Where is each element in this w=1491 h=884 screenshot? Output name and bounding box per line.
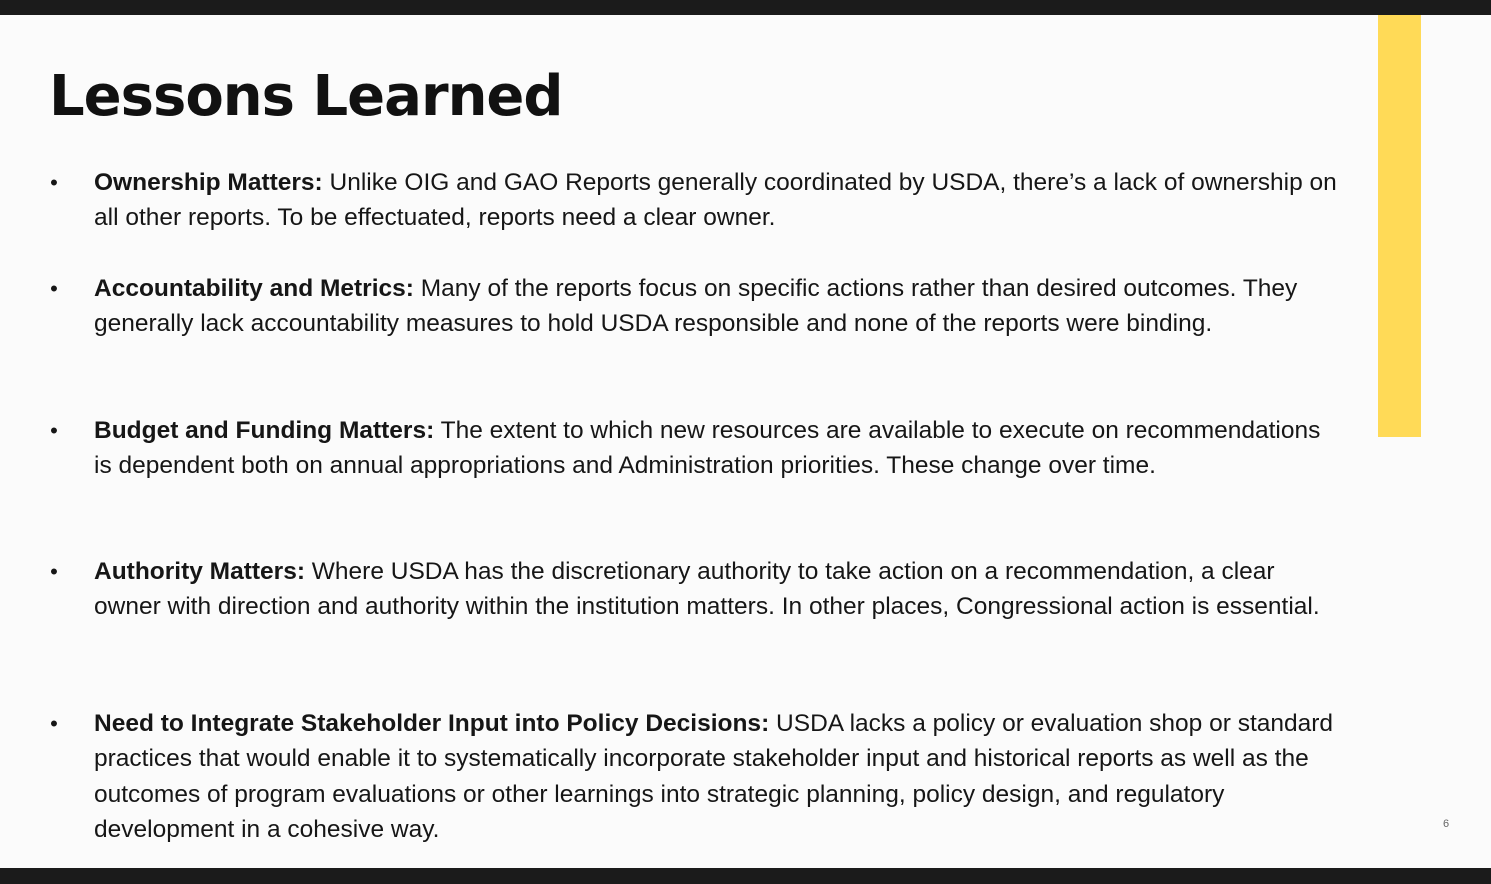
bullet-text: Many of the reports focus on specific actions rather than desired outcomes. They generally lack accountability measures to hold USDA responsible and none of the reports were binding. <box>94 275 1298 338</box>
bullet-marker: • <box>50 711 58 736</box>
bullet-lead: Ownership Matters: <box>94 169 323 196</box>
bullet-authority <box>50 554 1344 625</box>
bullet-lead: Accountability and Metrics: <box>94 275 414 302</box>
bullet-lead: Budget and Funding Matters: <box>94 417 435 444</box>
accent-bar <box>1378 15 1421 437</box>
bullet-text: USDA lacks a policy or evaluation shop or standard practices that would enable it to systematically incorporate stakeholder input and historical reports as well as the outcomes of program evaluations or other learnings into strategic planning, policy design, and regulatory development in a cohesive way. <box>94 710 1334 843</box>
bullet-marker: • <box>50 170 58 195</box>
bullet-budget <box>50 413 1344 484</box>
bullet-text: The extent to which new resources are available to execute on recommendations is dependent both on annual appropriations and Administration priorities. These change over time. <box>94 417 1321 480</box>
bullet-marker: • <box>50 276 58 301</box>
bullet-lead: Need to Integrate Stakeholder Input into Policy Decisions: <box>94 710 770 737</box>
top-letterbox <box>0 0 1491 15</box>
bullet-marker: • <box>50 559 58 584</box>
bullet-marker: • <box>50 418 58 443</box>
bullet-text: Where USDA has the discretionary authority to take action on a recommendation, a clear owner with direction and authority within the institution matters. In other places, Congressional action is essential. <box>94 558 1320 621</box>
bullet-text: Unlike OIG and GAO Reports generally coordinated by USDA, there’s a lack of ownership on all other reports. To be effectuated, reports need a clear owner. <box>94 169 1337 232</box>
page-number: 6 <box>1442 818 1450 830</box>
slide <box>0 15 1491 868</box>
bullet-accountability <box>50 271 1344 342</box>
bullet-ownership <box>50 165 1344 236</box>
slide-title: Lessons Learned <box>49 64 563 129</box>
bottom-letterbox <box>0 868 1491 884</box>
bullet-stakeholder <box>50 706 1344 847</box>
bullet-lead: Authority Matters: <box>94 558 305 585</box>
